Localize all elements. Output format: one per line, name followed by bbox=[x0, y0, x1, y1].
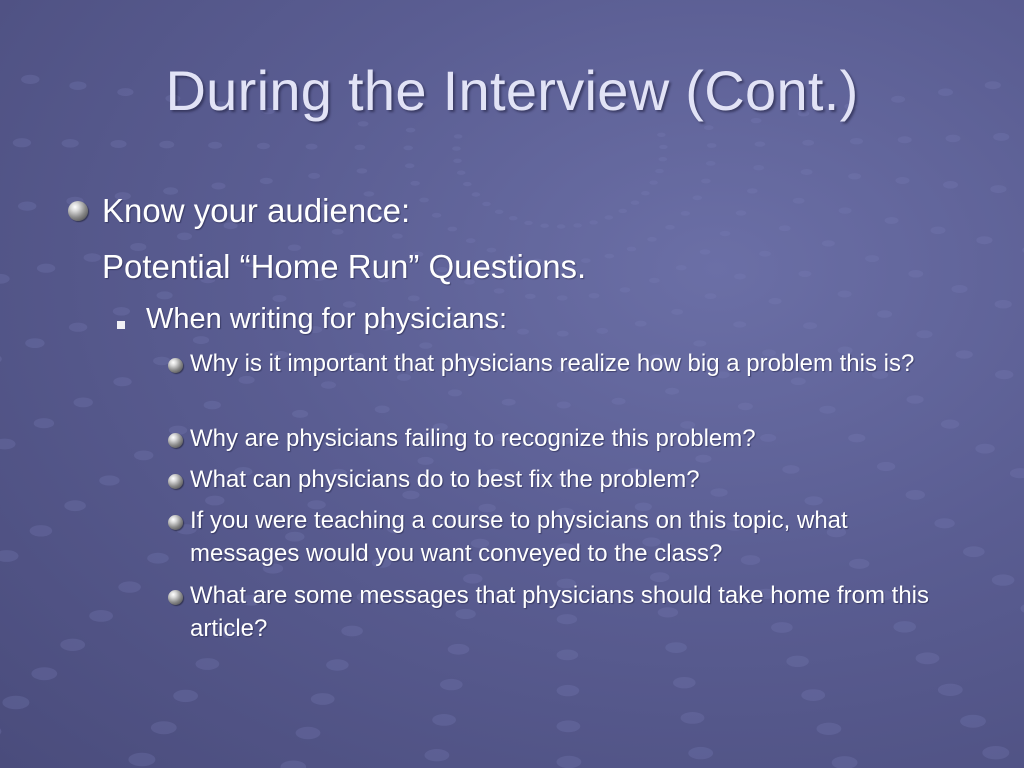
level3-bullet-text: Why are physicians failing to recognize this problem? bbox=[190, 425, 756, 452]
level3-bullet-text: What are some messages that physicians should take home from this article? bbox=[190, 582, 930, 642]
level1-continuation-text: Potential “Home Run” Questions. bbox=[102, 248, 587, 285]
level3-bullet-text: Why is it important that physicians realize how big a problem this is? bbox=[190, 350, 915, 377]
level3-bullet-text: If you were teaching a course to physicians on this topic, what messages would you want conveyed to the class? bbox=[190, 507, 848, 567]
slide-title: During the Interview (Cont.) bbox=[165, 59, 859, 122]
sphere-bullet-icon bbox=[168, 590, 183, 605]
sphere-bullet-icon bbox=[168, 433, 183, 448]
level2-bullet-text: When writing for physicians: bbox=[146, 303, 508, 335]
sphere-bullet-icon bbox=[168, 515, 183, 530]
level1-bullet-text: Know your audience: bbox=[102, 192, 411, 229]
sphere-bullet-icon bbox=[68, 201, 88, 221]
square-bullet-icon bbox=[117, 321, 125, 329]
sphere-bullet-icon bbox=[168, 358, 183, 373]
level3-bullet-text: What can physicians do to best fix the problem? bbox=[190, 466, 700, 493]
sphere-bullet-icon bbox=[168, 474, 183, 489]
